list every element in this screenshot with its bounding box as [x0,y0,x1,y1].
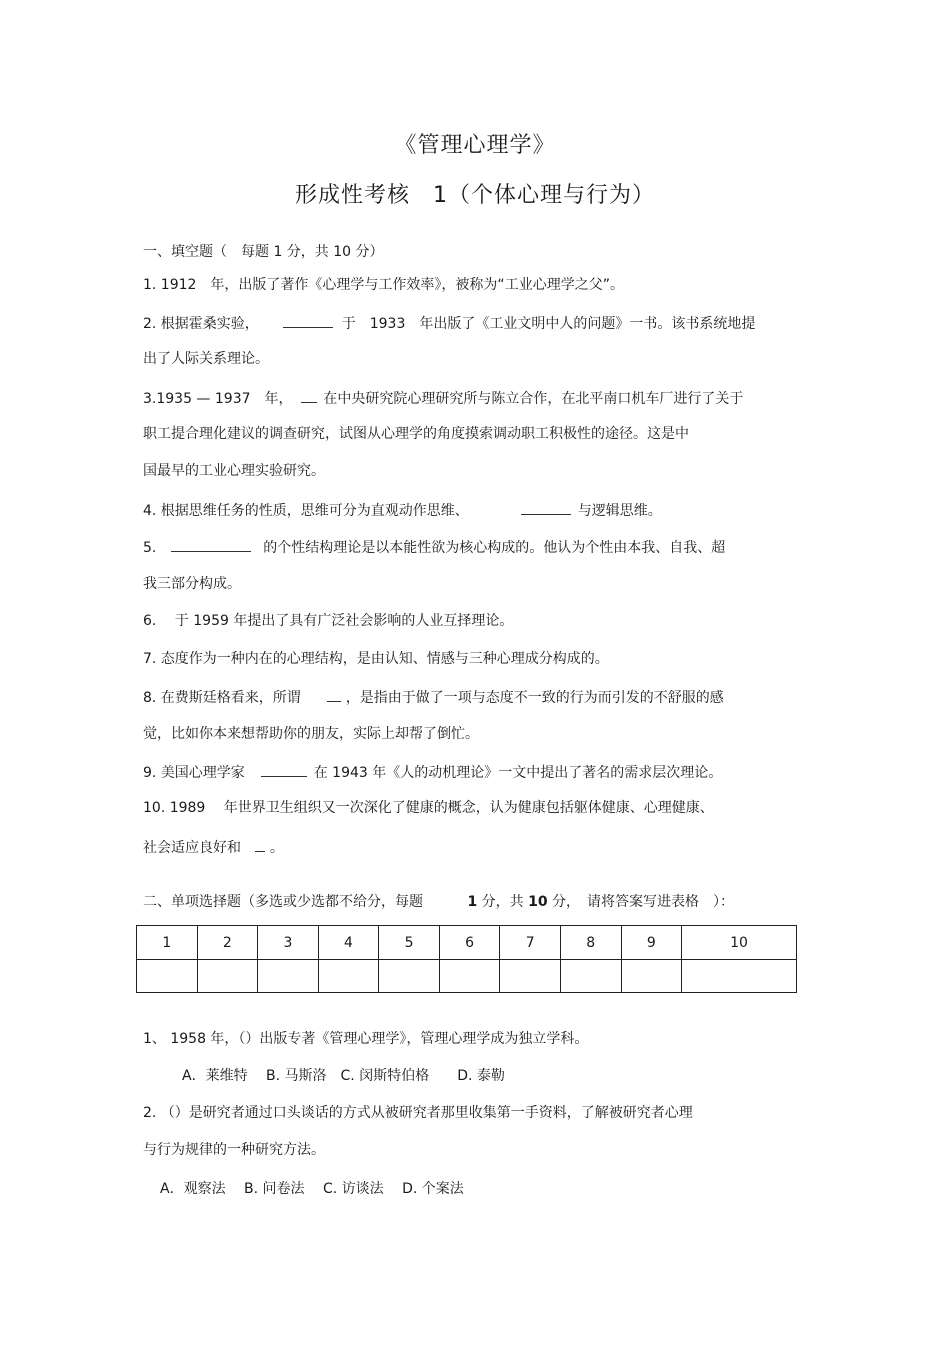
answer-blank [171,537,251,552]
fill-question-10: 10. 1989 年世界卫生组织又一次深化了健康的概念，认为健康包括躯体健康、心理健康、 [143,800,714,816]
fill-question-5-cont: 我三部分构成。 [143,576,241,592]
answer-cell[interactable] [197,960,258,993]
answer-table-header-cell: 2 [197,926,258,960]
fill-question-4: 4. 根据思维任务的性质，思维可分为直观动作思维、 与逻辑思维。 [143,500,662,520]
fill-question-5: 5. 的个性结构理论是以本能性欲为核心构成的。他认为个性由本我、自我、超 [143,537,725,557]
answer-blank [283,313,333,328]
answer-table-header-cell: 10 [682,926,797,960]
answer-blank [301,388,317,403]
answer-blank [255,837,265,852]
fill-question-3-cont: 国最早的工业心理实验研究。 [143,463,325,479]
answer-cell[interactable] [137,960,198,993]
fill-question-3-cont: 职工提合理化建议的调查研究，试图从心理学的角度摸索调动职工积极性的途径。这是中 [143,426,689,442]
fill-question-3: 3.1935 — 1937 年， 在中央研究院心理研究所与陈立合作，在北平南口机车厂进行了关于 [143,388,743,408]
fill-question-6: 6. 于 1959 年提出了具有广泛社会影响的人业互择理论。 [143,613,514,629]
answer-blank [521,500,571,515]
choice-question-2: 2. （）是研究者通过口头谈话的方式从被研究者那里收集第一手资料，了解被研究者心理 [143,1105,693,1121]
fill-question-2: 2. 根据霍桑实验， 于 1933 年出版了《工业文明中人的问题》一书。该书系统地提 [143,313,755,333]
answer-cell[interactable] [560,960,621,993]
answer-table-header-cell: 3 [258,926,319,960]
document-subtitle: 形成性考核 1（个体心理与行为） [295,183,655,208]
choice-question-1-options: A．莱维特 B. 马斯洛 C. 闵斯特伯格 D. 泰勒 [182,1068,505,1084]
fill-question-9: 9. 美国心理学家 在 1943 年《人的动机理论》一文中提出了著名的需求层次理论。 [143,762,722,782]
answer-blank [327,687,341,702]
answer-table-header-cell: 4 [318,926,379,960]
fill-question-2-cont: 出了人际关系理论。 [143,351,269,367]
answer-table-header-cell: 8 [560,926,621,960]
section1-heading: 一、填空题（ 每题 1 分，共 10 分） [143,244,384,260]
fill-question-8-cont: 觉，比如你本来想帮助你的朋友，实际上却帮了倒忙。 [143,726,479,742]
answer-cell[interactable] [621,960,682,993]
answer-cell[interactable] [682,960,797,993]
answer-table-header-cell: 1 [137,926,198,960]
answer-table-header-cell: 6 [439,926,500,960]
answer-cell[interactable] [379,960,440,993]
answer-table-header-row [137,926,797,960]
choice-question-2-cont: 与行为规律的一种研究方法。 [143,1142,325,1158]
choice-question-1: 1、 1958 年，（）出版专著《管理心理学》，管理心理学成为独立学科。 [143,1031,589,1047]
answer-blank [261,762,307,777]
answer-table [136,925,797,993]
answer-cell[interactable] [258,960,319,993]
document-title: 《管理心理学》 [394,133,556,158]
fill-question-1: 1. 1912 年，出版了著作《心理学与工作效率》，被称为“工业心理学之父”。 [143,277,624,293]
answer-table-header-cell: 7 [500,926,561,960]
choice-question-2-options: A．观察法 B. 问卷法 C. 访谈法 D. 个案法 [160,1181,464,1197]
section2-heading: 二、单项选择题（多选或少选都不给分，每题 1 分，共 10 分， 请将答案写进表格 ）： [143,894,735,910]
answer-table-header-cell: 5 [379,926,440,960]
fill-question-8: 8. 在费斯廷格看来，所谓 ，是指由于做了一项与态度不一致的行为而引发的不舒服的感 [143,687,724,707]
answer-table-answer-row [137,960,797,993]
answer-table-header-cell: 9 [621,926,682,960]
fill-question-10-cont: 社会适应良好和 。 [143,837,284,857]
answer-cell[interactable] [500,960,561,993]
answer-cell[interactable] [318,960,379,993]
fill-question-7: 7. 态度作为一种内在的心理结构，是由认知、情感与三种心理成分构成的。 [143,651,609,667]
answer-cell[interactable] [439,960,500,993]
